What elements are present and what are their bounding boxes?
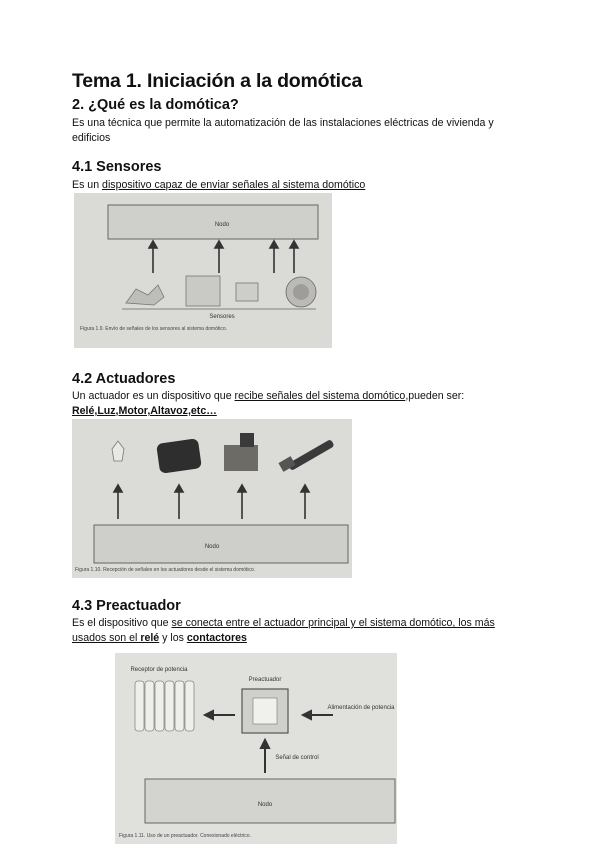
page-title: Tema 1. Iniciación a la domótica — [72, 70, 363, 92]
section-heading-que-es: 2. ¿Qué es la domótica? — [72, 97, 239, 113]
node-bar — [145, 779, 395, 823]
section-heading-sensores: 4.1 Sensores — [72, 159, 162, 175]
node-label: Nodo — [204, 544, 220, 550]
section-text-sensores: Es un dispositivo capaz de enviar señales al sistema domótico — [72, 179, 366, 191]
section-text-que-es: Es una técnica que permite la automatización de las instalaciones eléctricas de vivienda y edificios — [72, 117, 494, 144]
actuator-examples: Relé,Luz,Motor,Altavoz,etc… — [72, 405, 217, 417]
figure-caption: Figura 1.9. Envío de señales de los sensores al sistema domótico. — [80, 326, 228, 332]
node-label: Nodo — [257, 802, 273, 808]
node-label: Nodo — [214, 222, 230, 228]
section-text-actuadores: Un actuador es un dispositivo que recibe señales del sistema domótico,pueden ser: — [72, 390, 465, 402]
figure-preactuador — [115, 653, 397, 844]
sensors-group-label: Sensores — [209, 314, 235, 320]
receptor-label: Receptor de potencia — [130, 667, 188, 673]
node-bar — [108, 205, 318, 239]
section-heading-actuadores: 4.2 Actuadores — [72, 371, 176, 387]
figure-actuadores — [72, 419, 352, 578]
figure-caption: Figura 1.11. Uso de un preactuador. Conexionado eléctrico. — [119, 833, 251, 839]
figure-sensores — [74, 193, 332, 348]
section-text-preactuador: Es el dispositivo que se conecta entre el actuador principal y el sistema domótico, los más usados son el relé y los contactores — [72, 617, 495, 644]
senal-label: Señal de control — [275, 755, 319, 761]
figure-caption: Figura 1.10. Recepción de señales en los actuadores desde el sistema domótico. — [75, 567, 256, 573]
preactuador-label: Preactuador — [248, 677, 282, 683]
section-heading-preactuador: 4.3 Preactuador — [72, 598, 181, 614]
node-bar — [94, 525, 348, 563]
alimentacion-label: Alimentación de potencia — [327, 705, 395, 711]
